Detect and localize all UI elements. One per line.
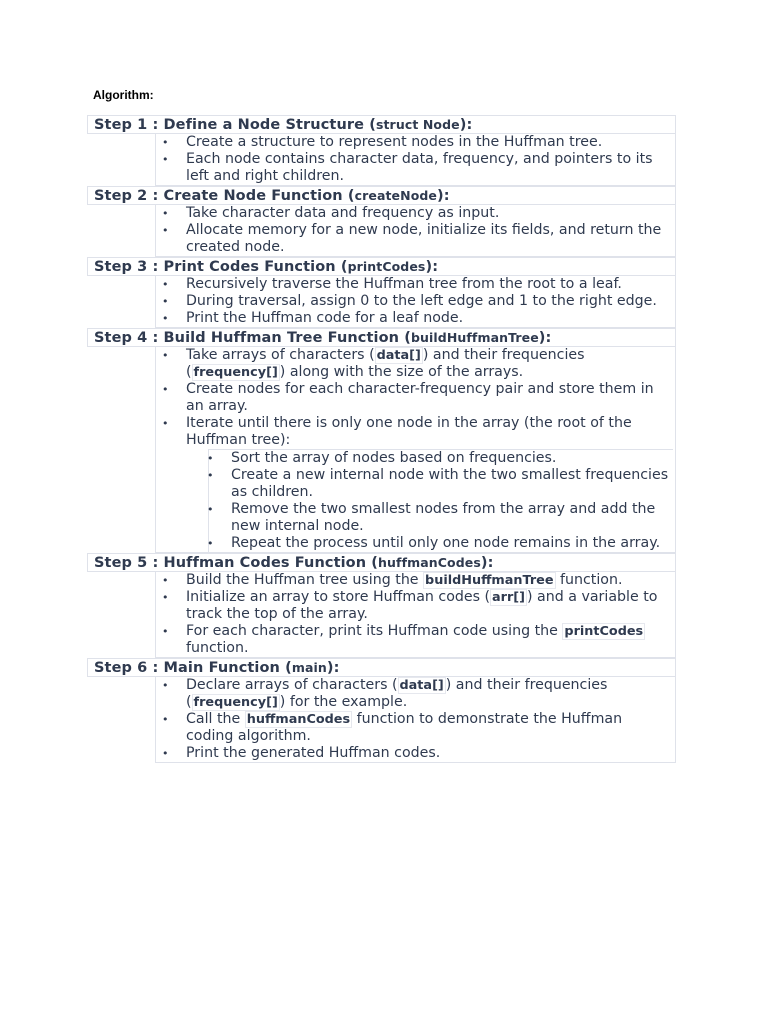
inline-code: printCodes (564, 624, 644, 639)
step-title (87, 115, 676, 134)
step-title-suffix: ): (538, 330, 552, 346)
step-function-name: main (291, 660, 327, 675)
list-item-text: Print the generated Huffman codes. (186, 745, 441, 761)
inline-code: data[] (399, 678, 444, 693)
step-section (87, 658, 676, 763)
list-item-text: Take character data and frequency as input. (186, 205, 500, 221)
list-item-text: Take arrays of characters ( (186, 347, 375, 363)
bullet-list (155, 347, 676, 553)
sub-bullet-list (208, 449, 673, 552)
sub-list-item: • Create a new internal node with the two smallest frequencies as children. (209, 467, 673, 501)
list-item (156, 134, 673, 151)
list-item-text: ) and their frequencies ( (186, 677, 608, 710)
list-item-text: For each character, print its Huffman code using the (186, 623, 563, 639)
inline-code: buildHuffmanTree (425, 573, 554, 588)
step-section (87, 328, 676, 553)
list-item (156, 222, 673, 256)
step-function-name: struct Node (375, 117, 460, 132)
list-item (156, 310, 673, 327)
inline-code: arr[] (492, 590, 526, 605)
bullet-list (155, 677, 676, 763)
document-heading: Algorithm: (93, 88, 154, 102)
list-item (156, 711, 673, 745)
step-section (87, 553, 676, 658)
step-title-suffix: ): (425, 259, 439, 275)
list-item-text: Each node contains character data, frequency, and pointers to its left and right children. (186, 151, 653, 184)
steps-table (87, 115, 676, 763)
list-item (156, 205, 673, 222)
list-item (156, 415, 673, 449)
list-item-text: function. (186, 640, 249, 656)
bullet-list (155, 134, 676, 186)
list-item-text: ) for the example. (279, 694, 408, 710)
step-title-text: Step 3 : Print Codes Function ( (94, 259, 348, 275)
step-title-text: Step 1 : Define a Node Structure ( (94, 117, 376, 133)
step-title (87, 658, 676, 677)
step-section (87, 186, 676, 257)
list-item (156, 347, 673, 381)
step-title-text: Step 5 : Huffman Codes Function ( (94, 555, 379, 571)
list-item-text: ) and a variable to track the top of the array. (186, 589, 658, 622)
list-item (156, 293, 673, 310)
step-function-name: printCodes (347, 259, 426, 274)
step-title-text: Step 4 : Build Huffman Tree Function ( (94, 330, 411, 346)
step-title-suffix: ): (480, 555, 494, 571)
list-item-text: Call the (186, 711, 245, 727)
step-title-suffix: ): (326, 660, 340, 676)
list-item (156, 276, 673, 293)
list-item-text: Print the Huffman code for a leaf node. (186, 310, 464, 326)
list-item (156, 572, 673, 589)
inline-code: frequency[] (193, 695, 278, 710)
list-item-text: Allocate memory for a new node, initialize its fields, and return the created node. (186, 222, 662, 255)
bullet-list (155, 572, 676, 658)
bullet-list (155, 205, 676, 257)
step-title (87, 257, 676, 276)
sub-list-item: • Repeat the process until only one node remains in the array. (209, 535, 673, 552)
list-item-text: Initialize an array to store Huffman codes ( (186, 589, 491, 605)
list-item (156, 589, 673, 623)
list-item-text: Create nodes for each character-frequency pair and store them in an array. (186, 381, 654, 414)
list-item-text: Create a structure to represent nodes in the Huffman tree. (186, 134, 603, 150)
bullet-list (155, 276, 676, 328)
step-function-name: huffmanCodes (378, 555, 481, 570)
list-item (156, 151, 673, 185)
step-section (87, 115, 676, 186)
list-item-text: Recursively traverse the Huffman tree from the root to a leaf. (186, 276, 622, 292)
sub-list-item: • Remove the two smallest nodes from the array and add the new internal node. (209, 501, 673, 535)
sub-list-item: • Sort the array of nodes based on frequencies. (209, 450, 673, 467)
list-item (156, 623, 673, 657)
step-title-suffix: ): (437, 188, 450, 204)
list-item-text: ) along with the size of the arrays. (279, 364, 524, 380)
list-item-text: function. (555, 572, 623, 588)
list-item (156, 677, 673, 711)
step-title (87, 186, 676, 205)
step-title (87, 328, 676, 347)
list-item-text: ) and their frequencies ( (186, 347, 585, 380)
step-section (87, 257, 676, 328)
list-item-text: Iterate until there is only one node in the array (the root of the Huffman tree): (186, 415, 632, 448)
step-function-name: createNode (354, 188, 438, 203)
step-function-name: buildHuffmanTree (410, 330, 539, 345)
list-item-text: Build the Huffman tree using the (186, 572, 424, 588)
list-item (156, 381, 673, 415)
step-title-text: Step 6 : Main Function ( (94, 660, 292, 676)
step-title-suffix: ): (459, 117, 473, 133)
list-item-text: Declare arrays of characters ( (186, 677, 398, 693)
inline-code: huffmanCodes (246, 712, 351, 727)
step-title-text: Step 2 : Create Node Function ( (94, 188, 355, 204)
list-item-text: function to demonstrate the Huffman coding algorithm. (186, 711, 623, 744)
inline-code: frequency[] (193, 365, 278, 380)
inline-code: data[] (376, 348, 421, 363)
list-item-text: During traversal, assign 0 to the left edge and 1 to the right edge. (186, 293, 657, 309)
list-item (156, 745, 673, 762)
step-title (87, 553, 676, 572)
